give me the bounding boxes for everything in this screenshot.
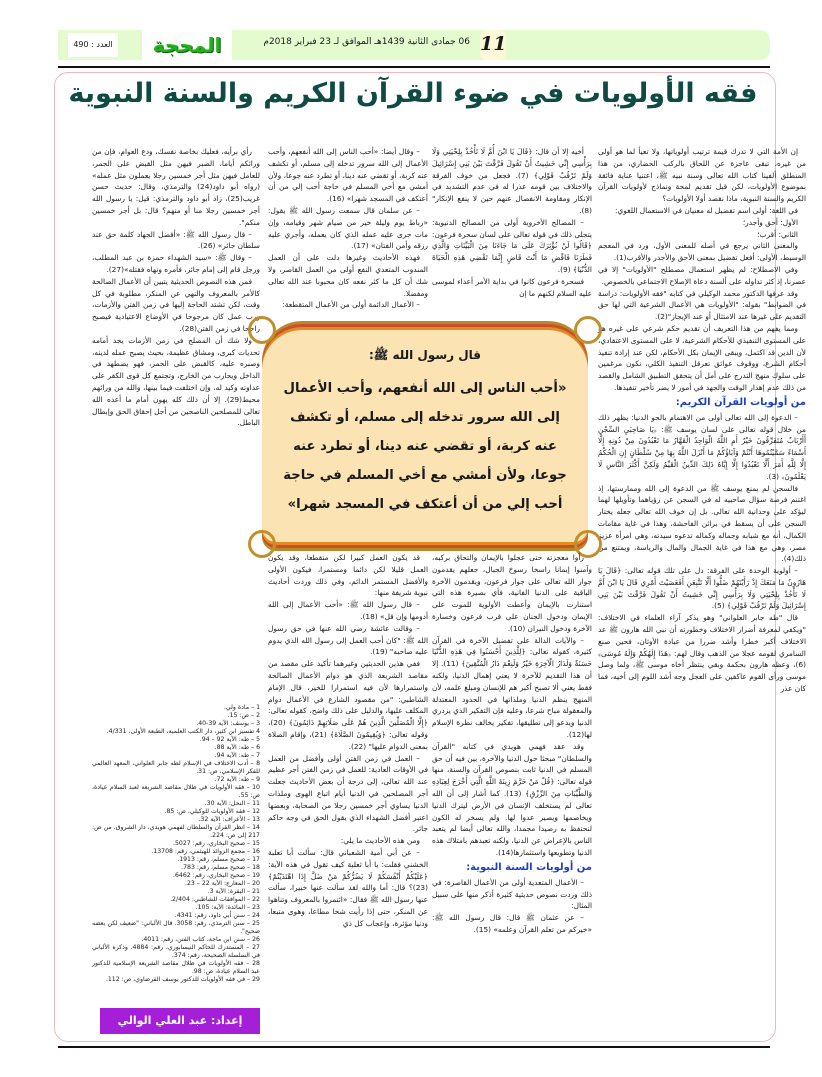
footnote: 19 – صحيح البخاري، رقم: 6462.	[173, 872, 260, 879]
ornament-icon	[248, 316, 276, 344]
quote-text: «أحب الناس إلى الله أنفعهم، وأحب الأعمال إلى الله سرور تدخله إلى مسلم، أو تكشف عنه كربة، أو تقضي عنه دينا، أو تطرد عنه جوعا، ولأن أمشي مع أخي المسلم في حاجة أحب إلي من أن أعتكف في المسجد شهرا»	[283, 381, 567, 512]
paragraph: وفي الاصطلاح: لم يظهر استعمال مصطلح "الأولويات" إلا في عصرنا، إذ كثر تداوله على ألسنة دعاة الإصلاح الاجتماعي بالخصوص.	[598, 264, 806, 286]
footnote: 9 – طه: الآية 72.	[214, 776, 260, 783]
footnote: 17 – صحيح مسلم، رقم: 1913.	[177, 856, 260, 863]
paragraph: – العمل في زمن الفتن أولى وأفضل من العمل في الأوقات العادية: للعمل في زمن الفتن أجر عظيم عند الله تعالى، إلى درجة أن بعض الأحاديث جعلت أجر المصلحين في الدنيا أيام اتباع الهوى وملذات الدنيا يساوي أجر خمسين رجلا من الصحابة، وبعضها اعتبر أفضل الشهداء الذي يقول الحق في وجه حاكم جائر.	[268, 753, 428, 834]
article-title: فقه الأولويات في ضوء القرآن الكريم والسنة النبوية	[68, 78, 758, 109]
footnote: 14 – انظر القرآن والسلطان لفهمي هويدي، دار الشروق، من ص: 217 إلى ص: 224.	[92, 824, 260, 839]
paragraph: – وقال أيضا: «أحب الناس إلى الله أنفعهم، وأحب الأعمال إلى الله سرور تدخله إلى مسلم، أو تكشف عنه كربة، أو تقضي عنه دينا، أو تطرد عنه جوعا، ولأن أمشي مع أخي المسلم في حاجة أحب إلي من أن أعتكف في المسجد شهرا» (16).	[268, 147, 428, 204]
paragraph: – أولوية الوحدة على الفرقة: دل على تلك قوله تعالى: ﴿قَالَ يَا هَارُونُ مَا مَنَعَكَ إِذْ رَأَيْتَهُمْ ضَلُّوا أَلَّا تَتَّبِعَنِ أَفَعَصَيْتَ أَمْرِي قَالَ يَا ابْنَ أُمَّ لَا تَأْخُذْ بِلِحْيَتِي وَلَا بِرَأْسِي إِنِّي خَشِيتُ أَنْ تَقُولَ فَرَّقْتَ بَيْنَ بَنِي إِسْرَائِيلَ وَلَمْ تَرْقُبْ قَوْلِي﴾ (5).	[598, 566, 806, 611]
footnote: 13 – الأعراف: الآية 32.	[198, 816, 260, 823]
section-heading: من أولويات القرآن الكريم:	[675, 396, 806, 408]
footnote: 15 – صحيح البخاري، رقم: 5027.	[173, 840, 260, 847]
author-box: إعداد: عبد العلي الوالي	[100, 1008, 260, 1034]
paragraph: الأول: أحق وأجدر؛	[742, 217, 798, 227]
paragraph: وقد عرفها الدكتور محمد الوكيلي في كتابه "فقه الأولويات: دراسة في الضوابط" بقوله: "الأولويات هي الأعمال الشرعية التي لها حق التقديم على غيرها عند الامتثال أو عند الإيجاز"(2).	[598, 288, 806, 322]
paragraph: – قال رسول الله ﷺ: «أفضل الجهاد كلمة حق عند سلطان جائر» (26).	[92, 229, 260, 251]
paragraph: – عن عثمان ﷺ قال: قال رسول الله ﷺ: «خيركم من تعلم القرآن وعلمه» (15).	[432, 913, 592, 934]
footnote: 11 – النحل: الآية 30.	[204, 800, 260, 807]
paragraph: – عن سلمان قال سمعت رسول الله ﷺ يقول: «رباط يوم وليلة خير من صيام شهر وقيامه، وإن مات جرى عليه عمله الذي كان يعمله، وأجري عليه رزقه وأمن الفتان» (17).	[268, 205, 428, 251]
paragraph: والمعنى الثاني يرجع في أصله للمعنى الأول، ورد في المعجم الوسيط، الأولى: أفعل تفضيل بمعنى الأحق والأجدر والأقرب(1).	[598, 241, 806, 263]
footnotes	[92, 704, 260, 984]
paragraph: رأوا معجزته حتى عجلوا بالإيمان والتحاق بركبه، وآمنوا إيمانا راسخا رسوخ الجبال، جعلهم يقدمون جوار الله تعالى على جوار فرعون، ويقدمون الآخرة الباقية على الدنيا الفانية، فأي بصيرة هذه التي استنارت بالإيمان وأعطت الأولوية للموت على الإيمان ودخول الجنان على قرب فرعون وخسارة الآخرة ودخول النيران (10).	[432, 553, 592, 633]
section-heading: من أولويات السنة النبوية:	[466, 861, 592, 873]
column-2-top	[432, 146, 592, 299]
paragraph: ولا شك أن المصلح في زمن الأزمات يجد أمامه تحديات كبرى، ومشاق عظيمة، بحيث يصبح عمله لدينه، وصبره عليه، كالقبض على الجمر، فهو يضطهد في الداخل ويحارب من الخارج، وتجتمع كل قوى الكفر على عداوته وكيد له، وإن اختلفت فيما بينها، والله من ورائهم محيط(29). إلا أن ذلك كله يهون أمام ما أعده الله تعالى للمصلحين الناصحين من أجل إحقاق الحق وإبطال الباطل.	[92, 335, 260, 428]
column-2-bottom	[432, 552, 592, 936]
column-3-bottom	[268, 552, 428, 930]
paragraph: فهذه الأحاديث وغيرها دلت على أن العمل المندوب المتعدي النفع أولى من العمل القاصر، ولا شك أن كل ما كثر نفعه كان محبوبا عند الله تعالى ومفضلا.	[268, 253, 428, 298]
footnote: 1 – مادة ولي.	[223, 704, 260, 711]
footnote: 2 – ص: 15.	[227, 712, 260, 719]
column-3-top	[268, 146, 428, 311]
footnote: 23 – المائدة: الآية: 105.	[195, 904, 260, 911]
ornament-icon	[574, 316, 602, 344]
paragraph: في اللغة: أولى اسم تفضيل له معنيان في الاستعمال اللغوي:	[615, 205, 798, 215]
page-number: 11	[480, 30, 506, 60]
footnote: 27 – المستدرك للحاكم النيسابوري، رقم: 4884. وذكره الألباني في السلسلة الصحيحة، رقم: 374.	[92, 944, 260, 959]
footnote: 29 – في فقه الأولويات للدكتور يوسف القرضاوي، ص: 112.	[105, 976, 260, 983]
paragraph: ومما يفهم من هذا التعريف أن تقديم حكم شرعي على غيره هو على المستوى التنفيذي للأحكام الشرعية، لا على المستوى الاعتقادي، لأن الدين قد اكتمل، ويبقى الإيمان بكل الأحكام، لكن عند إرادة تنفيذ أحكام الشرع، ووقوف عوائق تعرقل التنفيذ الكلي، نكون مرغمين على سلوك منهج التدرج على أمل أن يتحقق التطبيق الشامل والقصد من ذلك عدم إهدار الوقت والجهد في أمور لا يضر تأخير تنفيذها.	[598, 323, 806, 392]
paragraph: فسحرة فرعون كانوا في بداية الأمر أعداء لموسى عليه السلام لكنهم ما إن	[432, 276, 592, 298]
column-1	[598, 146, 806, 695]
paragraph: – وقالت عائشة رضي الله عنها في حق رسول الله ﷺ: "كان أحب العمل إلى رسول الله الذي يدوم عليه صاحبه" (19).	[268, 623, 428, 657]
footnote: 10 – فقه الأولويات في ظلال مقاصد الشريعة لعبد السلام عيادة، ص: 55.	[92, 784, 260, 799]
footnote: 4 تفسير ابن كثير، دار الكتب العلمية، الطبعة الأولى، 4/331.	[106, 728, 260, 735]
footnote: 28 – فقه الأولويات في ظلال مقاصد الشريعة الإسلامية للدكتور عبد السلام عيادة، ص: 98.	[92, 960, 260, 975]
footnote: 3 – يوسف: الآية 39-40.	[196, 720, 260, 727]
paragraph: – والآيات الدالة على تفضيل الآخرة في القرآن كثيرة، كقوله تعالى: ﴿لِلَّذِينَ أَحْسَنُوا فِي هَذِهِ الدُّنْيَا حَسَنَةٌ وَلَدَارُ الْآخِرَةِ خَيْرٌ وَلَنِعْمَ دَارُ الْمُتَّقِينَ﴾ (11). إلا أن هذا التقديم للآخرة لا يعني إهمال الدنيا، ولكنه فقط يعني ألا تصبح أكبر هم للإنسان ومبلغ علمه، لأن المنهج ينظم الدنيا وملذاتها في الحدود المعتدلة والمعقولة مباح شرعا، وعليه فإن التفكير الذي يزدري الدنيا ويدعو إلى تطليقها، تفكير يخالف نظرة الإسلام لها(12).	[432, 635, 592, 739]
footnote: 8 – أدب الاختلاف في الإسلام لطه جابر العلواني، المعهد العالمي للفكر الإسلامي، ص: 31.	[92, 760, 260, 775]
paragraph: – وقال ﷺ: «سيد الشهداء حمزة بن عبد المطلب، ورجل قام إلى إمام جائر، فأمره ونهاه فقتله»(27).	[92, 253, 260, 274]
footnote: 22 – الموافقات للشاطبي: 2/404.	[170, 896, 260, 903]
paragraph: إن الأمة التي لا تدرك قيمة ترتيب أولوياتها، ولا تعيأ لما هو أولى من غيره، تبقى عاجزة عن اللحاق بالركب الحضاري، من هذا المنطلق ألفينا كتاب الله تعالى وسنة نبيه ﷺ، اعتنيا عناية فائقة بموضوع الأولويات، لكن قبل تقديم لمحة ونماذج لأولويات القرآن الكريم والسنة النبوية، ماذا نقصد أولا الأولويات؟	[598, 147, 806, 204]
footnote: 21 – البقرة: الآية 3.	[207, 888, 260, 895]
footer-divider	[58, 1046, 770, 1048]
paragraph: قد يكون العمل كبيرا لكن منقطعا، وقد يكون العمل قليلا لكن دائما ومستمرا، فيكون الأولى والأفضل المستمر الدائم، وفي ذلك وردت أحاديث نبوية شريفة منها:	[268, 553, 428, 598]
paragraph: – الدعوة إلى الله تعالى أولى من الاهتمام بالجو الدنيا: يظهر ذلك من خلال قوله تعالى على لسان يوسف ﷺ: ﴿يَا صَاحِبَيِ السِّجْنِ أَأَرْبَابٌ مُتَفَرِّقُونَ خَيْرٌ أَمِ اللَّهُ الْوَاحِدُ الْقَهَّارُ مَا تَعْبُدُونَ مِنْ دُونِهِ إِلَّا أَسْمَاءً سَمَّيْتُمُوهَا أَنْتُمْ وَآبَاؤُكُمْ مَا أَنْزَلَ اللَّهُ بِهَا مِنْ سُلْطَانٍ إِنِ الْحُكْمُ إِلَّا لِلَّهِ أَمَرَ أَلَّا تَعْبُدُوا إِلَّا إِيَّاهُ ذَلِكَ الدِّينُ الْقَيِّمُ وَلَكِنَّ أَكْثَرَ النَّاسِ لَا يَعْلَمُونَ﴾ (3).	[598, 412, 806, 481]
paragraph: – الأعمال المتعدية أولى من الأعمال القاصرة: في ذلك وردت نصوص حديثية كثيرة أذكر منها على سبيل المثال:	[432, 877, 592, 911]
footnote: 26 – سنن ابن ماجة، كتاب الفتن، رقم: 4011.	[141, 936, 260, 943]
footnote: 24 – سنن أبي داود، رقم: 4341.	[174, 912, 260, 919]
footnote: 20 – المعارج: الآية 22 – 23.	[185, 880, 260, 887]
paragraph: أخيه إلا أن قال: ﴿قَالَ يَا ابْنَ أُمَّ لَا تَأْخُذْ بِلِحْيَتِي وَلَا بِرَأْسِي إِنِّي خَشِيتُ أَنْ تَقُولَ فَرَّقْتَ بَيْنَ بَنِي إِسْرَائِيلَ وَلَمْ تَرْقُبْ قَوْلِي﴾ (7). فجعل من خوف الفرقة والاختلاف بين قومه عذرا له في عدم التشديد في الإنكار ومقاومة الانفصال عنهم حين لا ينفع الإنكار"(8).	[432, 147, 592, 215]
paragraph: – عن أبي أمية الشعباني قال: سألت أبا ثعلبة الخشني فقلت: يا أبا ثعلبة كيف تقول في هذه الآية: ﴿عَلَيْكُمْ أَنْفُسَكُمْ لَا يَضُرُّكُمْ مَنْ ضَلَّ إِذَا اهْتَدَيْتُمْ﴾ (23)؟ قال: أما والله لقد سألت عنها خبيرا، سألت عنها رسول الله ﷺ فقال: «ائتمروا بالمعروف وتناهوا عن المنكر، حتى إذا رأيت شحا مطاعا، وهوى متبعا، ودنيا مؤثرة، وإعجاب كل ذي	[268, 847, 428, 928]
paragraph: فمن هذه النصوص الحديثية يتبين أن الأعمال الصالحة كالأمر بالمعروف والنهي عن المنكر، مطلوبة في كل وقت، لكن تشتد الحاجة إليها في زمن الفتن والأزمات، ورب عمل كان مرجوحا في الأوضاع الاعتيادية فيصبح راجحا في زمن الفتن(28).	[92, 276, 260, 333]
issue-date: 06 جمادى الثانية 1439هـ الموافق لـ 23 فبراير 2018م	[263, 37, 470, 47]
paragraph: قال "طه جابر العلواني" وهو يذكر آراء العلماء في الاختلاف: "ويكفي لمعرفة أضرار الاختلاف وخطورته أن نبي الله هارون ﷺ عد الاختلاف أكبر خطرا وأشد ضررا من عبادة الأوثان، فحين صنع السامري لقومه عجلا من الذهب وقال لهم: ﴿هَذَا إِلَهُكُمْ وَإِلَهُ مُوسَى﴾ (6)، وعظه هارون بحكمة وبقي ينتظر أخاه موسى ﷺ، ولما وصل موسى ورأى القوم عاكفين على العجل وجه أشد اللوم إلى أخيه، فما كان عذر	[598, 613, 806, 694]
column-4	[92, 146, 260, 429]
paragraph: فالسجن لم يمنع يوسف ﷺ من الدعوة إلى الله وممارستها، إذ اغتنم فرصة سؤال صاحبيه له في السجن عن رؤياهما وتأويلها لهما ليؤكد على وحدانية الله تعالى. بل إن خوف الله تعالى جعله يختار السجن على أن يسقط في براثن الفاحشة، وهذا في غاية مقامات الكمال، أنه مع شبابه وجماله وكماله تدعوه سيدته، وهي امرأة عزيز مصر، وهي مع هذا في غاية الجمال والمال والرياسة، ويمتنع من ذلك(4).	[598, 483, 806, 564]
footnote: 16 – مجمع الزوائد للهيثمي، رقم: 13708.	[151, 848, 260, 855]
quote-intro: قال رسول الله ﷺ:	[368, 348, 482, 362]
magazine-logo: المحجة	[142, 30, 232, 60]
footnote: 6 – طه: الآية 88.	[214, 744, 260, 751]
header-divider	[58, 66, 770, 68]
paragraph: الثاني: أقرب؛	[757, 229, 798, 239]
paragraph: وقد عقد فهمي هويدي في كتابه "القرآن والسلطان" مبحثا حول الدنيا والآخرة، بين فيه أن حق المسلم في الدنيا ثابت بنصوص القرآن والسنة، منها قوله تعالى: ﴿قُلْ مَنْ حَرَّمَ زِينَةَ اللَّهِ الَّتِي أَخْرَجَ لِعِبَادِهِ وَالطَّيِّبَاتِ مِنَ الرِّزْقِ﴾ (13). كما أشار إلى أن الله تعالى لم يستخلف الإنسان في الأرض ليترك الدنيا ويخاصمها ويصير عدوا لها. ولم يسخر له الكون لنحتفظ به رصيدا مجمدا، والله تعالى أيضا لم يتعبد الناس بالإعراض عن الدنيا، ولكنه تعبدهم بامتلاك هذه الدنيا وتطويعها واستثمارها(14).	[432, 741, 593, 857]
footnote: 18 – صحيح مسلم، رقم: 783.	[181, 864, 260, 871]
paragraph: – الأعمال الدائمة أولى من الأعمال المتقطعة:	[282, 300, 420, 310]
paragraph: رأي برأيه، فعليك بخاصة نفسك، ودع العوام، فإن من ورائكم أياما، الصبر فيهن مثل القبض على الجمر، للعامل فيهن مثل أجر خمسين رجلا يعملون مثل عمله» (رواه أبو داود(24) والترمذي، وقال: حديث حسن غريب(25)، زاد أبو داود والترمذي: قيل: يا رسول الله أجر خمسين رجلا منا أو منهم؟ قال: بل أجر خمسين منكم".	[92, 147, 260, 227]
hadith-quote-box	[262, 330, 588, 542]
paragraph: ففي هذين الحديثين وغيرهما تأكيد على مقصد من مقاصد الشريعة الذي هو دوام الأعمال الصالحة واستمرارها لأن فيه استمرارا للخير، قال الإمام الشاطبي: "من مقصود الشارع في الأعمال دوام المكلف عليها، والدليل على ذلك واضح، كقوله تعالى: ﴿إِلَّا الْمُصَلِّينَ الَّذِينَ هُمْ عَلَى صَلَاتِهِمْ دَائِمُونَ﴾ (20)، وقوله تعالى: ﴿وَيُقِيمُونَ الصَّلَاةَ﴾ (21)، وإقام الصلاة بمعنى الدوام عليها" (22).	[268, 659, 428, 751]
footnote: 7 – طه: الآية 94.	[214, 752, 260, 759]
paragraph: – المصالح الأخروية أولى من المصالح الدنيوية: يتجلى ذلك في قوله تعالى على لسان سحرة فرعون: ﴿قَالُوا لَنْ نُؤْثِرَكَ عَلَى مَا جَاءَنَا مِنَ الْبَيِّنَاتِ وَالَّذِي فَطَرَنَا فَاقْضِ مَا أَنْتَ قَاضٍ إِنَّمَا تَقْضِي هَذِهِ الْحَيَاةَ الدُّنْيَا﴾ (9).	[432, 217, 592, 274]
footnote: 25 – سنن الترمذي، رقم: 3058. قال الألباني: "ضعيف لكن بعضه صحيح".	[92, 920, 260, 935]
issue-number: العدد : 490	[68, 33, 118, 57]
paragraph: ومن هذه الأحاديث ما يلي:	[340, 836, 420, 846]
paragraph: – قال رسول الله ﷺ: «أحب الأعمال إلى الله أدومها وإن قل» (18).	[268, 600, 428, 621]
footnote: 12 – فقه الأولويات للوكيلي، ص: 85.	[164, 808, 260, 815]
footnote: 5 – طه: الآية 92 – 94.	[199, 736, 260, 743]
